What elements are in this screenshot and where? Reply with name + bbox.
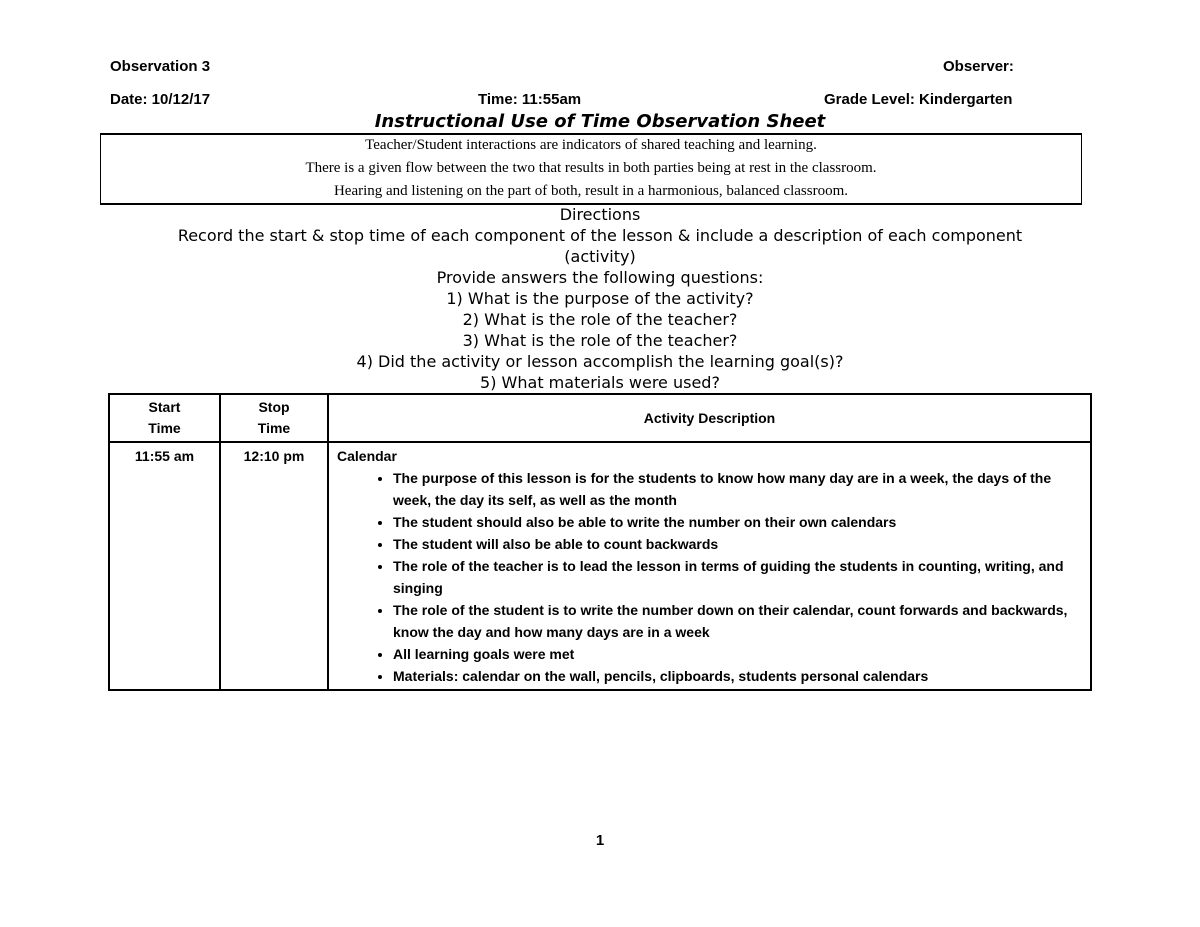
questions-heading: Provide answers the following questions:	[436, 268, 764, 287]
stop-time-header	[220, 394, 328, 442]
question-item: 1) What is the purpose of the activity?	[446, 289, 754, 308]
activity-table	[108, 393, 1092, 691]
date-label: Date: 10/12/17	[110, 91, 211, 108]
table-row	[109, 442, 1091, 690]
observation-number: Observation 3	[110, 58, 211, 75]
sheet-title: Instructional Use of Time Observation Sheet	[374, 111, 826, 132]
time-label: Time: 11:55am	[478, 91, 582, 108]
header-text: Time	[148, 420, 181, 436]
definition-box	[100, 133, 1082, 205]
definition-line: Hearing and listening on the part of both, result in a harmonious, balanced classroom.	[333, 183, 849, 199]
question-item: 3) What is the role of the teacher?	[462, 331, 738, 350]
observer-label: Observer:	[943, 58, 1014, 75]
stop-time-cell: 12:10 pm	[220, 442, 328, 690]
definition-line: Teacher/Student interactions are indicators of shared teaching and learning.	[365, 137, 817, 153]
list-item: • The role of the teacher is to lead the lesson in terms of guiding the students in counting, writing, and singing	[393, 555, 1082, 599]
definition-line: There is a given flow between the two that results in both parties being at rest in the classroom.	[305, 160, 877, 176]
list-item: • The purpose of this lesson is for the students to know how many day are in a week, the days of the week, the day its self, as well as the month	[393, 467, 1082, 511]
activity-description-cell	[328, 442, 1091, 690]
directions-instruction-cont: (activity)	[564, 247, 636, 266]
activity-description-header: Activity Description	[328, 394, 1091, 442]
start-time-header	[109, 394, 220, 442]
directions-heading: Directions	[559, 205, 641, 224]
question-item: 4) Did the activity or lesson accomplish the learning goal(s)?	[356, 352, 844, 371]
list-item: • The student will also be able to count backwards	[393, 533, 1082, 555]
header-text: Time	[257, 420, 291, 436]
activity-title: Calendar	[337, 448, 397, 464]
header-text: Start	[148, 399, 181, 415]
list-item: • All learning goals were met	[393, 643, 1082, 665]
question-item: 2) What is the role of the teacher?	[462, 310, 738, 329]
directions-section	[0, 204, 1200, 393]
start-time-cell: 11:55 am	[109, 442, 220, 690]
list-item: • The student should also be able to write the number on their own calendars	[393, 511, 1082, 533]
directions-instruction: Record the start & stop time of each component of the lesson & include a description of each component	[177, 226, 1023, 245]
list-item: • Materials: calendar on the wall, pencils, clipboards, students personal calendars	[393, 665, 1082, 687]
activity-bullet-list	[337, 467, 1082, 687]
grade-level-label: Grade Level: Kindergarten	[824, 91, 1013, 108]
header-text: Stop	[258, 399, 290, 415]
list-item: • The role of the student is to write the number down on their calendar, count forwards and backwards, know the day and how many days are in a week	[393, 599, 1082, 643]
table-header-row	[109, 394, 1091, 442]
page-number: 1	[595, 832, 605, 849]
question-item: 5) What materials were used?	[480, 373, 720, 392]
